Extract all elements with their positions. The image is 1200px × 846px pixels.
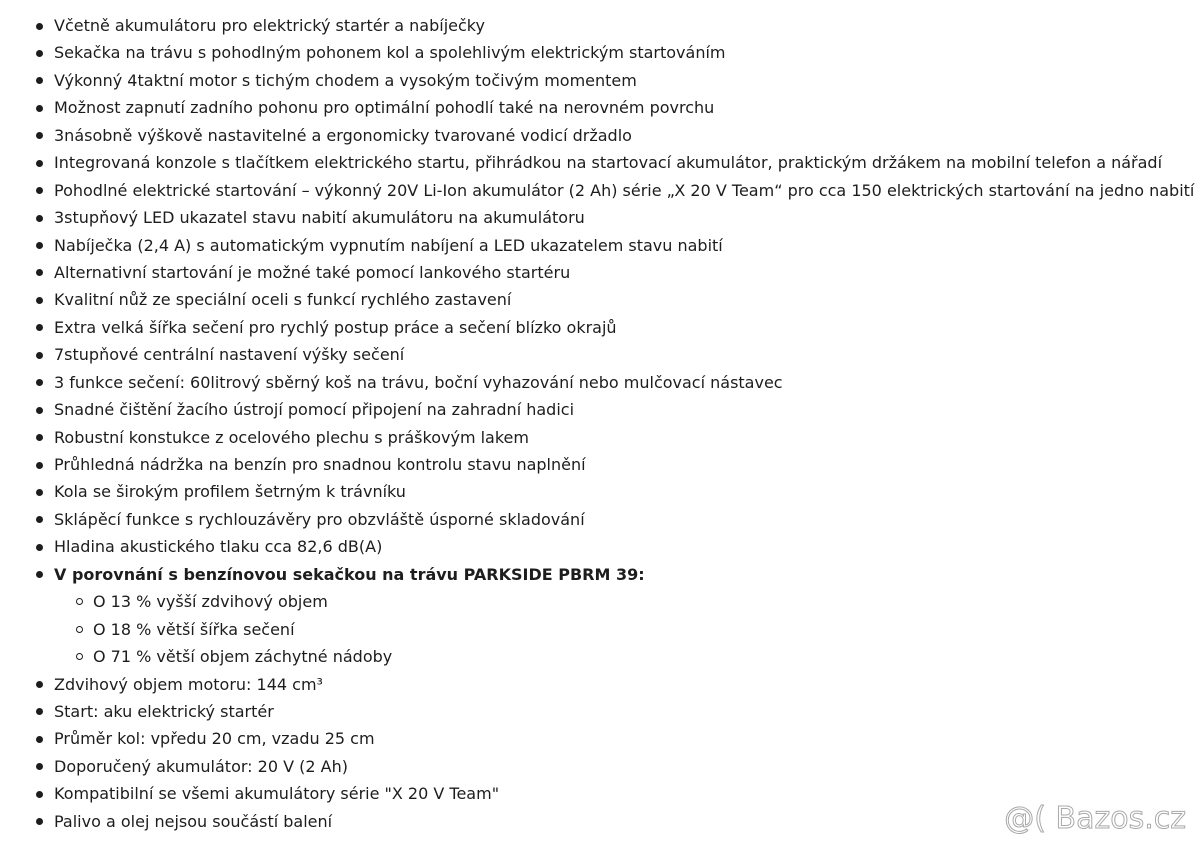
- feature-item: Sekačka na trávu s pohodlným pohonem kol a spolehlivým elektrickým startováním: [0, 39, 1200, 66]
- spec-item: Kompatibilní se všemi akumulátory série "X 20 V Team": [0, 780, 1200, 807]
- feature-item: Sklápěcí funkce s rychlouzávěry pro obzvláště úsporné skladování: [0, 506, 1200, 533]
- comparison-group: [0, 588, 1200, 670]
- feature-item: Kola se širokým profilem šetrným k trávníku: [0, 478, 1200, 505]
- comparison-item: O 71 % větší objem záchytné nádoby: [0, 643, 1200, 670]
- spec-item: Doporučený akumulátor: 20 V (2 Ah): [0, 753, 1200, 780]
- spec-item: Zdvihový objem motoru: 144 cm³: [0, 671, 1200, 698]
- feature-list: [0, 12, 1200, 835]
- comparison-heading: V porovnání s benzínovou sekačkou na trávu PARKSIDE PBRM 39:: [0, 561, 1200, 588]
- feature-item: Průhledná nádržka na benzín pro snadnou kontrolu stavu naplnění: [0, 451, 1200, 478]
- spec-item: Start: aku elektrický startér: [0, 698, 1200, 725]
- spec-item: Palivo a olej nejsou součástí balení: [0, 808, 1200, 835]
- feature-item: Alternativní startování je možné také pomocí lankového startéru: [0, 259, 1200, 286]
- feature-item: Snadné čištění žacího ústrojí pomocí připojení na zahradní hadici: [0, 396, 1200, 423]
- feature-item: Pohodlné elektrické startování – výkonný 20V Li-Ion akumulátor (2 Ah) série „X 20 V Team“ pro cca 150 elektrických startování na jedno nabití: [0, 177, 1200, 204]
- feature-item: 7stupňové centrální nastavení výšky sečení: [0, 341, 1200, 368]
- comparison-item: O 13 % vyšší zdvihový objem: [0, 588, 1200, 615]
- comparison-list: [0, 588, 1200, 670]
- spec-item: Průměr kol: vpředu 20 cm, vzadu 25 cm: [0, 725, 1200, 752]
- feature-item: Možnost zapnutí zadního pohonu pro optimální pohodlí také na nerovném povrchu: [0, 94, 1200, 121]
- feature-item: Robustní konstukce z ocelového plechu s práškovým lakem: [0, 424, 1200, 451]
- feature-item: 3násobně výškově nastavitelné a ergonomicky tvarované vodicí držadlo: [0, 122, 1200, 149]
- feature-item: Integrovaná konzole s tlačítkem elektrického startu, přihrádkou na startovací akumulátor, praktickým držákem na mobilní telefon a nářadí: [0, 149, 1200, 176]
- feature-item: 3 funkce sečení: 60litrový sběrný koš na trávu, boční vyhazování nebo mulčovací nástavec: [0, 369, 1200, 396]
- feature-item: Kvalitní nůž ze speciální oceli s funkcí rychlého zastavení: [0, 286, 1200, 313]
- feature-item: Výkonný 4taktní motor s tichým chodem a vysokým točivým momentem: [0, 67, 1200, 94]
- feature-item: Včetně akumulátoru pro elektrický startér a nabíječky: [0, 12, 1200, 39]
- feature-item: Hladina akustického tlaku cca 82,6 dB(A): [0, 533, 1200, 560]
- feature-item: 3stupňový LED ukazatel stavu nabití akumulátoru na akumulátoru: [0, 204, 1200, 231]
- comparison-item: O 18 % větší šířka sečení: [0, 616, 1200, 643]
- feature-item: Extra velká šířka sečení pro rychlý postup práce a sečení blízko okrajů: [0, 314, 1200, 341]
- bazos-watermark: @( Bazos.cz: [1004, 801, 1186, 836]
- feature-item: Nabíječka (2,4 A) s automatickým vypnutím nabíjení a LED ukazatelem stavu nabití: [0, 232, 1200, 259]
